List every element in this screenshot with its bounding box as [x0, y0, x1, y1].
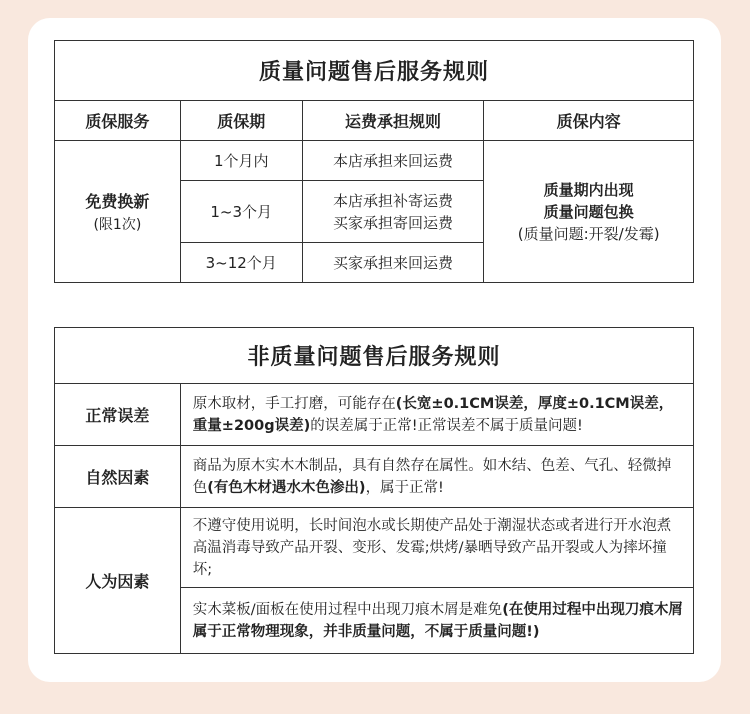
label-normal-error: 正常误差 — [55, 384, 181, 446]
quality-rules-table — [54, 40, 694, 283]
desc-natural-tail: ，属于正常! — [365, 479, 444, 496]
desc-natural-bold: (有色木材遇水木色渗出) — [207, 479, 366, 496]
shipping-2-line-2: 买家承担寄回运费 — [332, 213, 453, 232]
header-period: 质保期 — [180, 101, 302, 141]
label-natural-factor: 自然因素 — [55, 446, 181, 508]
nonquality-rules-title: 非质量问题售后服务规则 — [55, 328, 694, 384]
header-service: 质保服务 — [55, 101, 181, 141]
service-main: 免费换新 — [85, 192, 150, 211]
desc-normal-error — [180, 384, 693, 446]
service-sub: (限1次) — [93, 217, 142, 233]
desc-normal-error-bold: (长宽±0.1CM误差，厚度±0.1CM误差，重量±200g误差) — [192, 395, 674, 434]
header-shipping: 运费承担规则 — [302, 101, 484, 141]
desc-human-2-text: 实木菜板/面板在使用过程中出现刀痕木屑是难免 — [192, 601, 503, 618]
desc-human-factor-2 — [180, 588, 693, 654]
shipping-2-line-1: 本店承担补寄运费 — [332, 191, 453, 210]
shipping-1: 本店承担来回运费 — [302, 141, 484, 181]
service-cell — [55, 141, 181, 283]
header-content: 质保内容 — [484, 101, 694, 141]
desc-natural-factor — [180, 446, 693, 508]
content-cell — [484, 141, 694, 283]
nonquality-rules-table — [54, 327, 694, 654]
desc-human-2-bold: (在使用过程中出现刀痕木屑属于正常物理现象，并非质量问题，不属于质量问题!) — [192, 601, 683, 640]
label-human-factor: 人为因素 — [55, 508, 181, 654]
desc-human-factor-1: 不遵守使用说明，长时间泡水或长期使产品处于潮湿状态或者进行开水泡煮高温消毒导致产品开裂、变形、发霉;烘烤/暴晒导致产品开裂或人为摔坏撞坏; — [180, 508, 693, 588]
shipping-2 — [302, 181, 484, 243]
shipping-3: 买家承担来回运费 — [302, 243, 484, 283]
content-line-3: (质量问题:开裂/发霉) — [517, 224, 660, 243]
content-line-1: 质量期内出现 — [543, 180, 634, 199]
period-3: 3~12个月 — [180, 243, 302, 283]
quality-rules-title: 质量问题售后服务规则 — [55, 41, 694, 101]
period-1: 1个月内 — [180, 141, 302, 181]
desc-normal-error-tail: 的误差属于正常!正常误差不属于质量问题! — [310, 417, 583, 434]
desc-normal-error-text: 原木取材，手工打磨，可能存在 — [192, 395, 396, 412]
period-2: 1~3个月 — [180, 181, 302, 243]
desc-natural-text: 商品为原木实木木制品，具有自然存在属性。如木结、色差、气孔、轻微掉色 — [192, 457, 672, 496]
content-line-2: 质量问题包换 — [543, 202, 634, 221]
